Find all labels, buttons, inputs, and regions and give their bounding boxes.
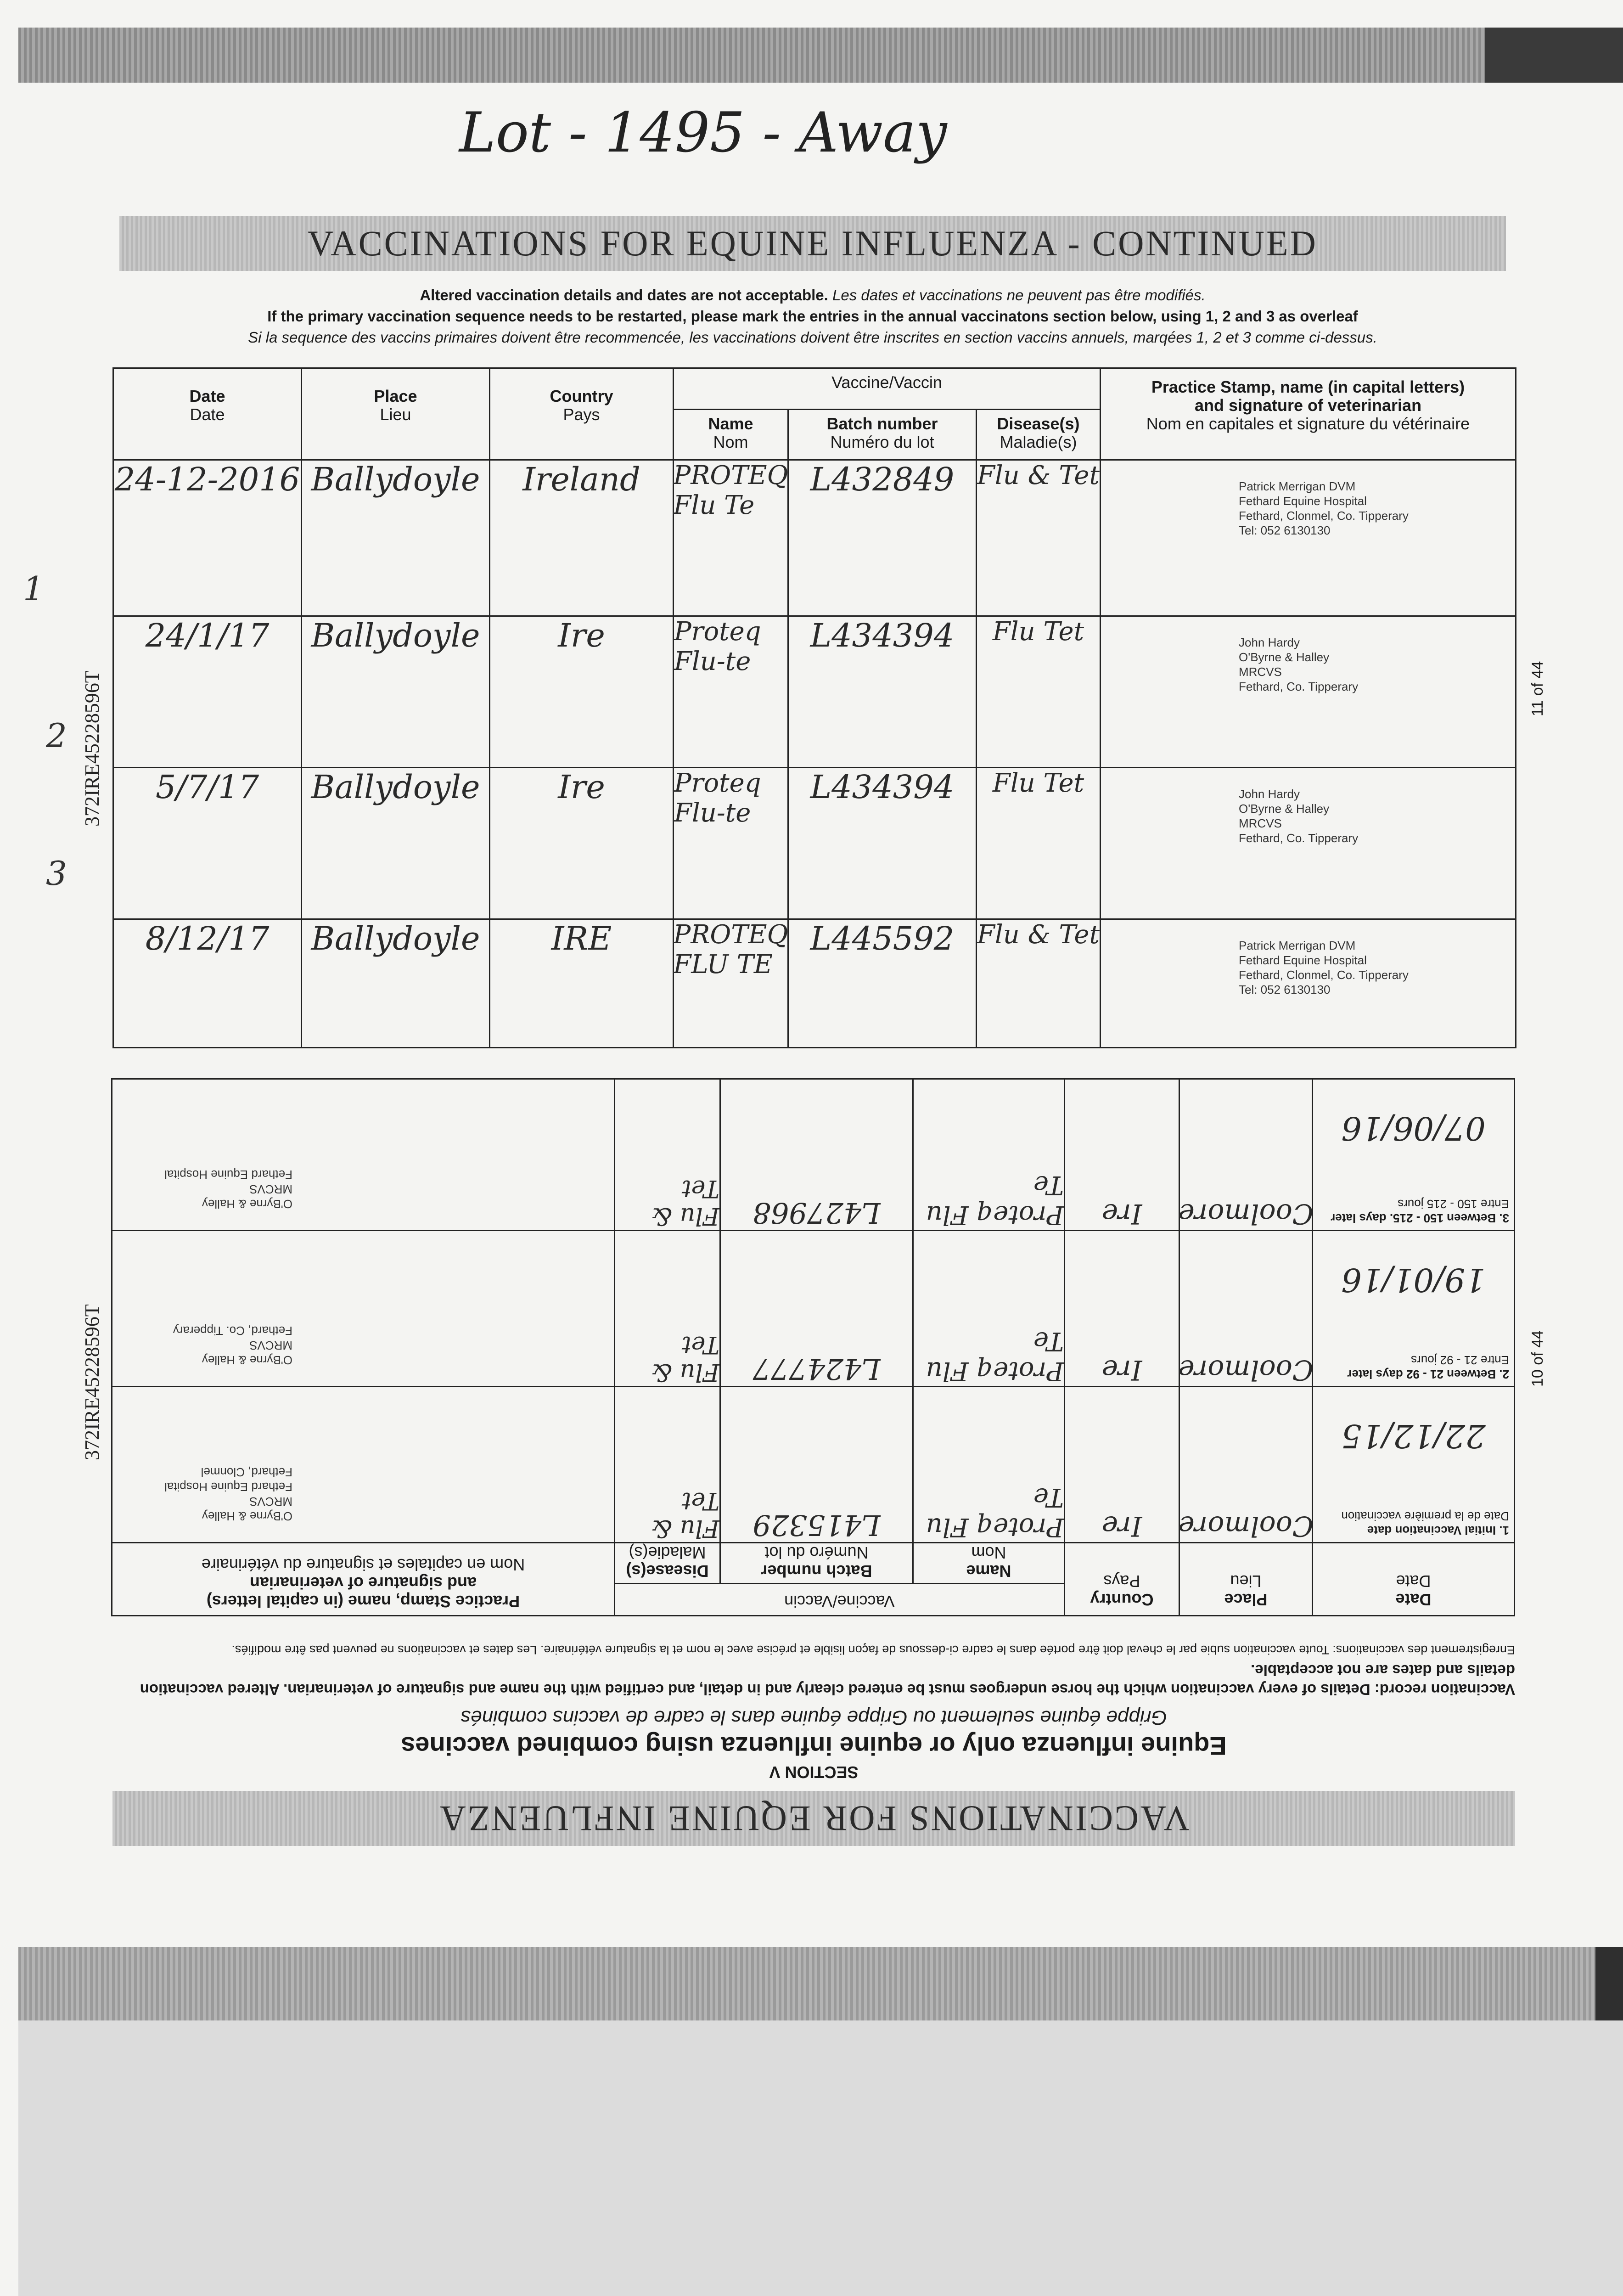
row-date: 24-12-2016 (114, 461, 300, 498)
vet-stamp: Patrick Merrigan DVM Fethard Equine Hospital Fethard, Clonmel, Co. Tipperary Tel: 052 6130130 (1239, 939, 1409, 996)
row-batch: L434394 (810, 617, 955, 654)
section-number: SECTION V (769, 1763, 859, 1782)
row-disease: Flu Tet (992, 768, 1084, 798)
row-place: Coolmore (1178, 1354, 1314, 1386)
header-name: Name Nom (913, 1543, 1065, 1584)
row-batch: L415329 (753, 1508, 881, 1542)
row-vaccine-name: PROTEQ FLU TE (673, 920, 788, 979)
table-row (113, 616, 1516, 768)
row-vaccine-name: Proteq Flu-te (674, 617, 761, 676)
header-batch: Batch number Numéro du lot (720, 1543, 913, 1584)
row-date: 19/01/16 (1341, 1261, 1486, 1299)
vaccination-table-initial (111, 1078, 1515, 1616)
header-vaccine: Vaccine/Vaccin (615, 1584, 1065, 1616)
header-disease: Disease(s) Maladie(s) (615, 1543, 720, 1584)
passport-id-top: 372IRE45228596T (81, 670, 103, 827)
section-banner: VACCINATIONS FOR EQUINE INFLUENZA (112, 1791, 1515, 1846)
row-country: Ire (1101, 1198, 1142, 1230)
row-date: 07/06/16 (1341, 1109, 1486, 1147)
page-number-top: 11 of 44 (1529, 661, 1546, 716)
vet-stamp: John Hardy O'Byrne & Halley MRCVS Fethard, Co. Tipperary (1239, 787, 1359, 845)
note-line-3: Si la sequence des vaccins primaires doivent être recommencée, les vaccinations doivent être inscrites en section vaccins annuels, marqées 1, 2 et 3 comme ci-dessus. (248, 329, 1377, 346)
row-place: Ballydoyle (311, 768, 480, 806)
header-place: Place Lieu (302, 368, 490, 460)
scan-top-band (18, 28, 1623, 83)
row-place: Ballydoyle (311, 920, 480, 957)
row-date: 24/1/17 (145, 617, 270, 654)
row-label: 3. Between 150 - 215. days later Entre 150 - 215 jours 07/06/16 (1313, 1079, 1515, 1231)
section-title-fr: Grippe équine seulement ou Grippe équine dans le cadre de vaccins combinés (461, 1706, 1167, 1729)
row-vaccine-name: Proteq Flu Te (926, 1326, 1064, 1386)
section-title: Equine influenza only or equine influenza using combined vaccines (401, 1732, 1227, 1761)
header-vaccine: Vaccine/Vaccin (674, 368, 1101, 410)
table-row (112, 1231, 1515, 1387)
row-vaccine-name: PROTEQ Flu Te (673, 461, 788, 520)
table-row (112, 1387, 1515, 1543)
scan-edge (1595, 1947, 1623, 2020)
row-place: Coolmore (1178, 1510, 1314, 1542)
note-line-1-fr: Les dates et vaccinations ne peuvent pas être modifiés. (832, 287, 1206, 304)
row-batch: L432849 (810, 461, 955, 498)
row-disease: Flu & Tet (651, 1331, 719, 1386)
header-disease: Disease(s) Maladie(s) (977, 410, 1101, 460)
row-date: 8/12/17 (145, 920, 270, 957)
row-disease: Flu & Tet (977, 920, 1100, 950)
header-country: Country Pays (490, 368, 674, 460)
row-vaccine-name: Proteq Flu Te (926, 1482, 1064, 1542)
header-name: Name Nom (674, 410, 788, 460)
row-vaccine-name: Proteq Flu Te (926, 1170, 1064, 1230)
row-place: Ballydoyle (311, 617, 480, 654)
note-line-1: Altered vaccination details and dates are not acceptable. (420, 287, 828, 304)
row-country: Ire (1101, 1510, 1142, 1542)
row-batch: L424777 (753, 1352, 881, 1386)
scan-bottom-band (18, 1947, 1623, 2020)
note-line-2: If the primary vaccination sequence needs to be restarted, please mark the entries in the annual vaccinatons section below, using 1, 2 and 3 as overleaf (267, 308, 1358, 325)
row-country: IRE (551, 920, 612, 957)
row-date: 5/7/17 (155, 768, 259, 806)
header-stamp: Practice Stamp, name (in capital letters) and signature of veterinarian Nom en capitales et signature du vétérinaire (1101, 368, 1516, 460)
table-row (113, 768, 1516, 919)
row-mark-2: 2 (46, 716, 67, 755)
header-date: Date Date (113, 368, 302, 460)
instructions-block (110, 285, 1515, 348)
vet-stamp: O'Byrne & Halley MRCVS Fethard Equine Hospital (164, 1168, 292, 1211)
row-mark-3: 3 (46, 854, 67, 893)
vaccination-table-continued (112, 367, 1516, 1048)
header-batch: Batch number Numéro du lot (788, 410, 977, 460)
vet-stamp: O'Byrne & Halley MRCVS Fethard, Co. Tipperary (173, 1324, 292, 1367)
header-place: Place Lieu (1179, 1543, 1313, 1616)
row-label: 2. Between 21 - 92 days later Entre 21 - 92 jours 19/01/16 (1313, 1231, 1515, 1387)
row-place: Ballydoyle (311, 461, 480, 498)
record-note: Vaccination record: Details of every vaccination which the horse undergoes must be entered clearly and in detail, and certified with the name and signature of veterinarian. Altered vaccination details and dates are not acceptable. (140, 1662, 1515, 1698)
table-row (112, 1079, 1515, 1231)
row-mark-1: 1 (23, 569, 44, 608)
table-row (113, 460, 1516, 616)
row-label: 1. Initial Vaccination date Date de la première vaccination 22/12/15 (1313, 1387, 1515, 1543)
scan-edge (1485, 28, 1623, 83)
row-batch: L434394 (810, 768, 955, 806)
row-batch: L427968 (753, 1196, 881, 1230)
vet-stamp: O'Byrne & Halley MRCVS Fethard Equine Hospital Fethard, Clonmel (164, 1465, 292, 1523)
row-country: Ire (558, 768, 605, 806)
row-country: Ireland (522, 461, 640, 498)
handwritten-lot-note: Lot - 1495 - Away (459, 101, 947, 165)
header-date: Date Date (1313, 1543, 1515, 1616)
vet-stamp: John Hardy O'Byrne & Halley MRCVS Fethard, Co. Tipperary (1239, 636, 1359, 693)
inverted-page (112, 1029, 1515, 1855)
row-disease: Flu & Tet (651, 1175, 719, 1230)
row-place: Coolmore (1178, 1198, 1314, 1230)
row-disease: Flu Tet (992, 617, 1084, 647)
passport-id-bottom: 372IRE45228596T (81, 1304, 103, 1460)
vet-stamp: Patrick Merrigan DVM Fethard Equine Hospital Fethard, Clonmel, Co. Tipperary Tel: 052 6130130 (1239, 479, 1409, 537)
row-batch: L445592 (810, 920, 955, 957)
page-number-bottom: 10 of 44 (1529, 1330, 1546, 1387)
record-note-fr: Enregistrement des vaccinations: Toute vaccination subie par le cheval doit être portée dans le cadre ci-dessous de façon lisible et précise avec le nom et la signature vétérinaire. Les dates et vaccinations ne peuvent pas être modifiés. (231, 1643, 1515, 1657)
row-date: 22/12/15 (1341, 1417, 1486, 1455)
row-country: Ire (558, 617, 605, 654)
row-vaccine-name: Proteq Flu-te (674, 768, 761, 828)
row-disease: Flu & Tet (651, 1487, 719, 1542)
page-title-banner: VACCINATIONS FOR EQUINE INFLUENZA - CONTINUED (119, 216, 1506, 271)
header-country: Country Pays (1065, 1543, 1179, 1616)
row-disease: Flu & Tet (977, 461, 1100, 490)
header-stamp: Practice Stamp, name (in capital letters) and signature of veterinarian Nom en capitales et signature du vétérinaire (112, 1543, 615, 1616)
scan-bottom-area (18, 2020, 1623, 2296)
row-country: Ire (1101, 1354, 1142, 1386)
